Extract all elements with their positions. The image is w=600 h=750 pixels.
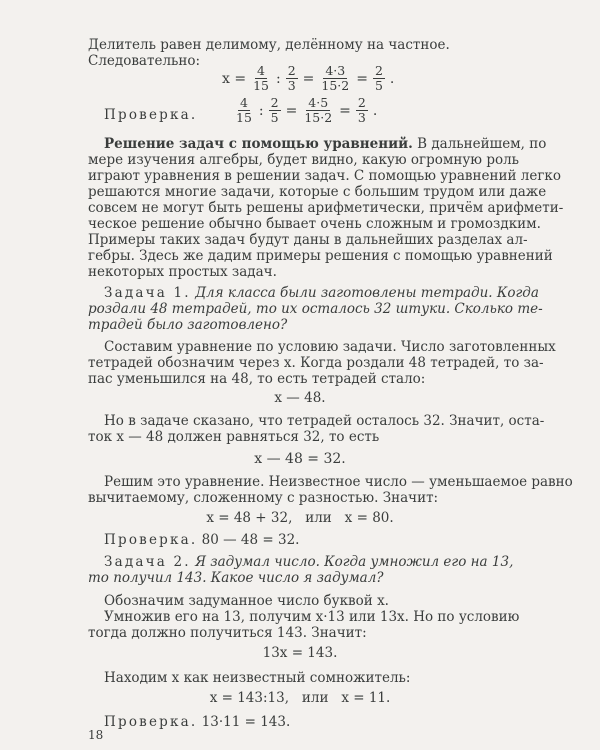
fraction: $\frac{4}{15}$ [253, 63, 269, 93]
task-1-solution-line: Решим это уравнение. Неизвестное число — уменьшаемое равно [104, 474, 573, 490]
task-1-text: Для класса были заготовлены тетради. Когда [195, 285, 539, 301]
task-1-equation: x — 48. [274, 390, 326, 406]
fraction: $\frac{2}{3}$ [357, 95, 366, 125]
task-1-equation: x — 48 = 32. [254, 451, 346, 467]
task-1-label: Задача 1. [104, 285, 191, 301]
task-2-solution-line: Находим x как неизвестный сомножитель: [104, 670, 411, 686]
section-line: ческое решение обычно бывает очень сложным и громоздким. [88, 216, 541, 232]
fraction: $\frac{4}{15}$ [236, 95, 252, 125]
fraction: $\frac{2}{5}$ [270, 95, 279, 125]
check-label: Проверка. [104, 714, 198, 730]
section-line: мере изучения алгебры, будет видно, какую огромную роль [88, 152, 520, 168]
task-2-solution-line: Обозначим задуманное число буквой x. [104, 593, 389, 609]
task-2-statement-line [104, 554, 513, 570]
section-line: некоторых простых задач. [88, 264, 277, 280]
intro-line-2: Следовательно: [88, 53, 201, 69]
task-2-equation: 13x = 143. [262, 645, 338, 661]
section-heading: Решение задач с помощью уравнений. [104, 136, 413, 152]
fraction: $\frac{2}{5}$ [374, 63, 383, 93]
task-2-label: Задача 2. [104, 554, 191, 570]
section-line: Примеры таких задач будут даны в дальнейших разделах ал- [88, 232, 528, 248]
task-1-check [104, 532, 299, 548]
check-equation: $\frac{4}{15}$ : $\frac{2}{5}$ = $\frac{4\cdot 5}{15\cdot 2}$ = $\frac{2}{3}$ . [236, 95, 378, 125]
check-label: Проверка. [104, 532, 198, 548]
task-1-line: традей было заготовлено? [88, 317, 288, 333]
section-text: В дальнейшем, по [417, 136, 547, 152]
task-1-solution-line: вычитаемому, сложенному с разностью. Значит: [88, 490, 439, 506]
task-1-line: роздали 48 тетрадей, то их осталось 32 штуки. Сколько те- [88, 301, 543, 317]
task-2-check [104, 714, 290, 730]
section-line: совсем не могут быть решены арифметически, причём арифмети- [88, 200, 564, 216]
equation-lhs: x = [222, 70, 247, 87]
check-expression: 80 — 48 = 32. [201, 532, 300, 548]
task-1-solution-line: пас уменьшился на 48, то есть тетрадей стало: [88, 371, 426, 387]
task-2-solution-line: тогда должно получиться 143. Значит: [88, 625, 367, 641]
section-line: гебры. Здесь же дадим примеры решения с помощью уравнений [88, 248, 553, 264]
section-line: решаются многие задачи, которые с большим трудом или даже [88, 184, 547, 200]
fraction: $\frac{4\cdot 5}{15\cdot 2}$ [304, 95, 333, 125]
section-heading-line [104, 136, 546, 152]
intro-line-1: Делитель равен делимому, делённому на частное. [88, 37, 450, 53]
task-1-statement-line [104, 285, 539, 301]
task-2-solution-line: Умножив его на 13, получим x·13 или 13x. Но по условию [104, 609, 520, 625]
check-expression: 13·11 = 143. [201, 714, 291, 730]
task-1-solution-line: Но в задаче сказано, что тетрадей осталось 32. Значит, остa- [104, 413, 545, 429]
task-2-line: то получил 143. Какое число я задумал? [88, 570, 384, 586]
fraction: $\frac{2}{3}$ [287, 63, 296, 93]
task-1-solution-line: тетрадей обозначим через x. Когда роздали 48 тетрадей, то за- [88, 355, 544, 371]
task-1-equation: x = 48 + 32, или x = 80. [206, 510, 394, 526]
section-line: играют уравнения в решении задач. С помощью уравнений легко [88, 168, 561, 184]
equation-division: x = $\frac{4}{15}$ : $\frac{2}{3}$ = $\frac{4\cdot 3}{15\cdot 2}$ = $\frac{2}{5}$ . [222, 63, 395, 93]
task-1-solution-line: Составим уравнение по условию задачи. Число заготовленных [104, 339, 556, 355]
task-2-equation: x = 143:13, или x = 11. [209, 690, 391, 706]
check-label: Проверка. [104, 107, 198, 123]
task-2-text: Я задумал число. Когда умножил его на 13, [195, 554, 514, 570]
page-number: 18 [88, 728, 104, 742]
task-1-solution-line: ток x — 48 должен равняться 32, то есть [88, 429, 380, 445]
fraction: $\frac{4\cdot 3}{15\cdot 2}$ [321, 63, 350, 93]
